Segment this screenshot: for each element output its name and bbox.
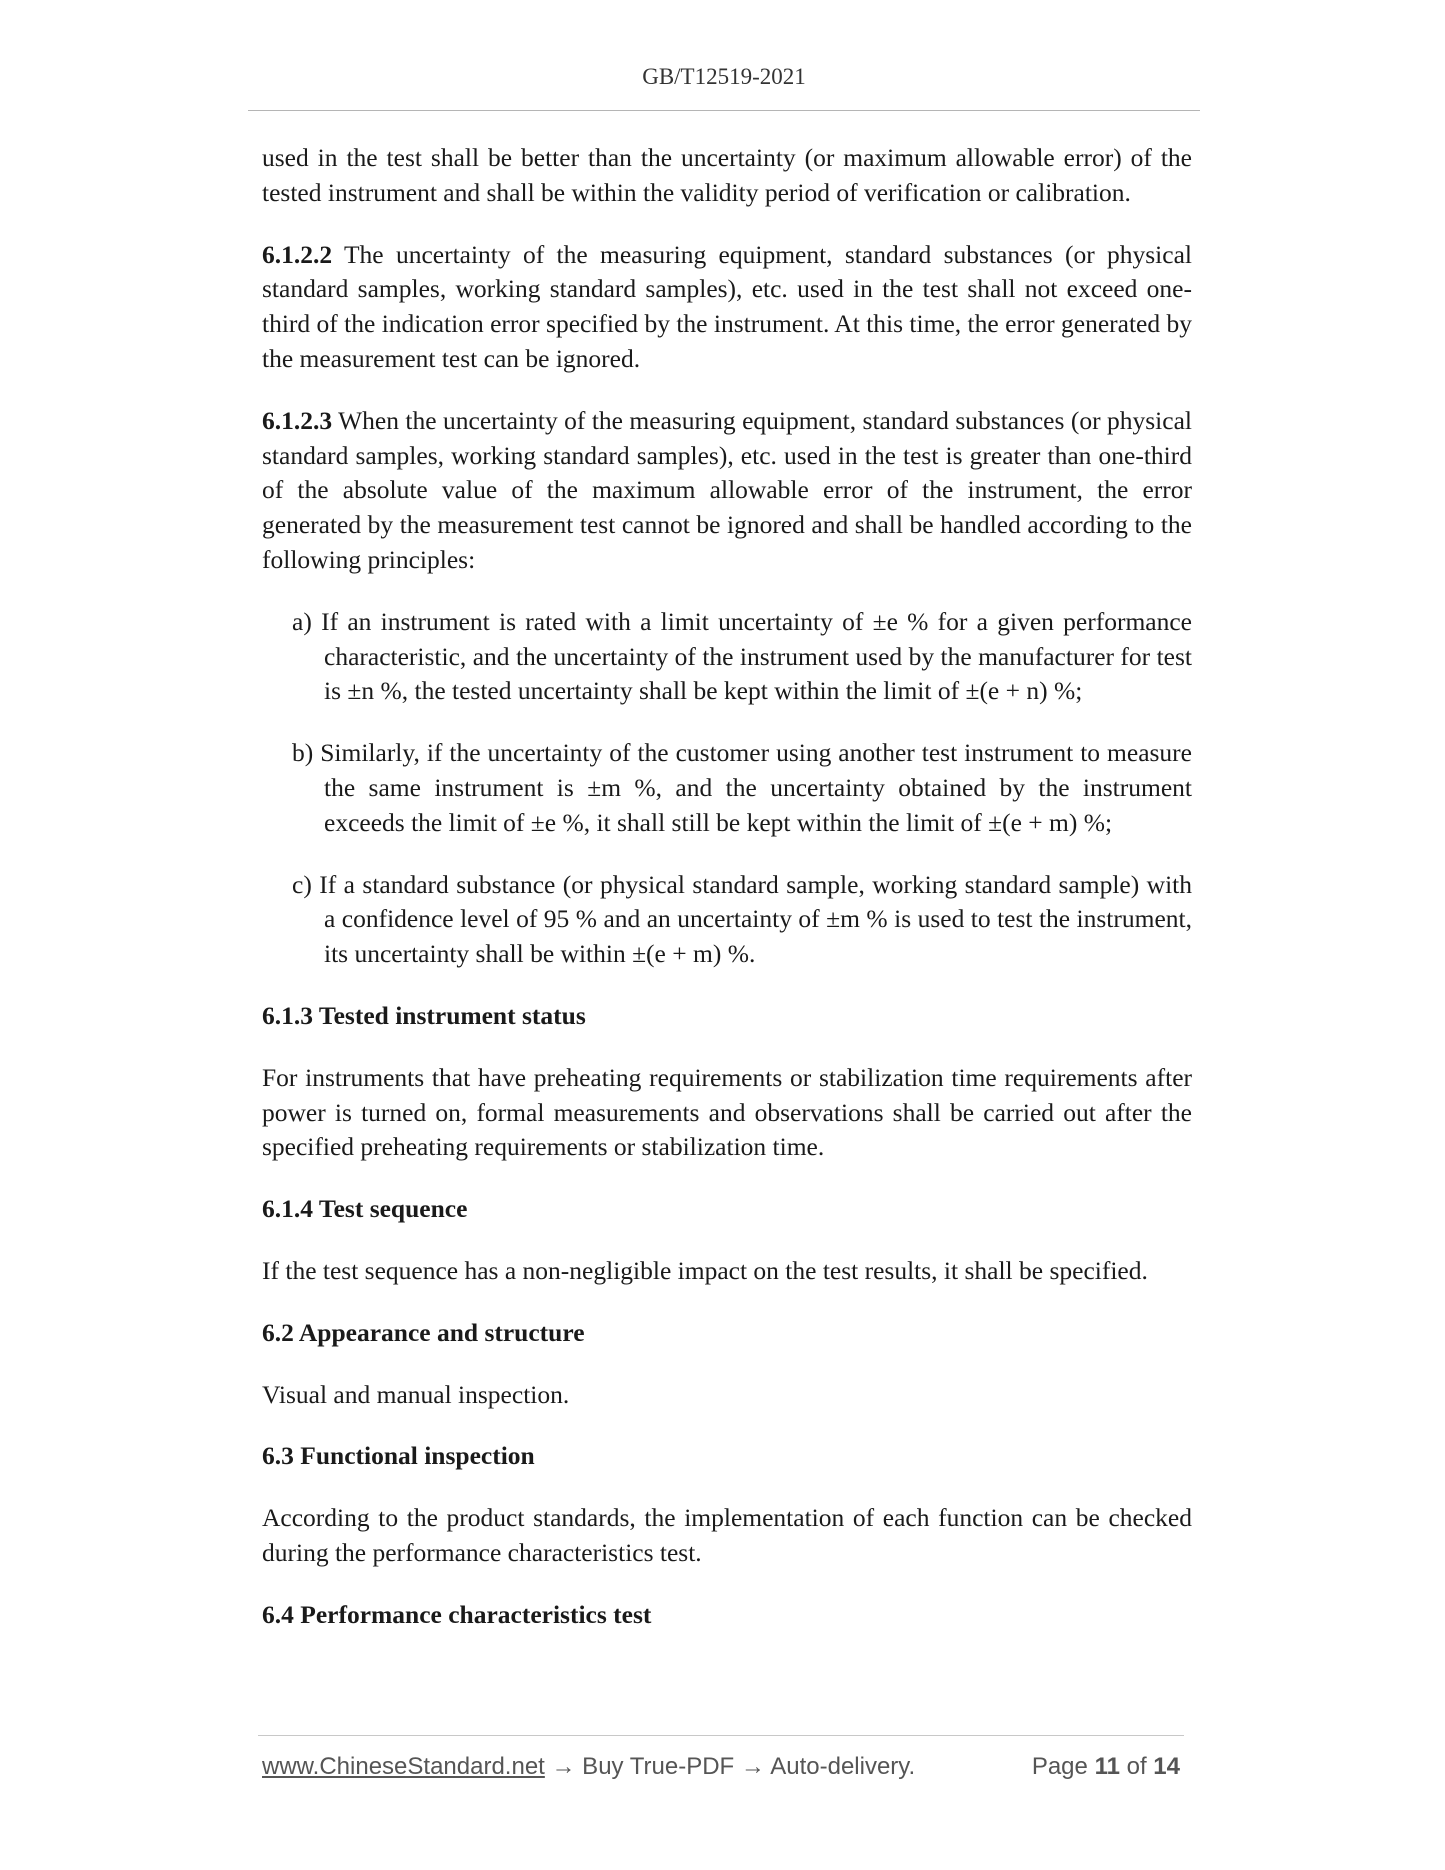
heading-6-2: 6.2 Appearance and structure [262, 1317, 585, 1347]
page-total: 14 [1153, 1753, 1180, 1780]
clause-number: 6.1.2.2 [262, 239, 333, 269]
page-footer [262, 1753, 1180, 1785]
paragraph-6-1-2-3 [262, 404, 1192, 578]
footer-divider [258, 1735, 1184, 1736]
heading-6-4: 6.4 Performance characteristics test [262, 1599, 652, 1629]
paragraph-6-1-4: If the test sequence has a non-negligible impact on the test results, it shall be specified. [262, 1255, 1148, 1285]
paragraph-continuation: used in the test shall be better than the uncertainty (or maximum allowable error) of the tested instrument and shall be within the validity period of verification or calibration. [262, 143, 1192, 207]
page-indicator [1032, 1753, 1180, 1781]
paragraph-6-3: According to the product standards, the implementation of each function can be checked during the performance characteristics test. [262, 1503, 1192, 1567]
paragraph-6-1-2-2 [262, 238, 1192, 377]
footer-promo [262, 1753, 915, 1781]
document-body [262, 141, 1192, 1660]
footer-tagline: → Buy True-PDF → Auto-delivery. [544, 1753, 916, 1780]
clause-text: The uncertainty of the measuring equipment, standard substances (or physical standard samples, working standard samples), etc. used in the test shall not exceed one-third of the indication error specified by the instrument. At this time, the error generated by the measurement test can be ignored. [262, 239, 1192, 373]
list-item-c: c) If a standard substance (or physical standard sample, working standard sample) with a confidence level of 95 % and an uncertainty of ±m % is used to test the instrument, its uncertainty shall be within ±(e + m) %. [292, 869, 1192, 969]
paragraph-6-1-3: For instruments that have preheating requirements or stabilization time requirements after power is turned on, formal measurements and observations shall be carried out after the specified preheating requirements or stabilization time. [262, 1062, 1192, 1162]
page-of: of [1126, 1753, 1147, 1780]
heading-6-1-3: 6.1.3 Tested instrument status [262, 1000, 586, 1030]
heading-6-3: 6.3 Functional inspection [262, 1441, 535, 1471]
header-divider [248, 110, 1200, 111]
list-item-a: a) If an instrument is rated with a limit uncertainty of ±e % for a given performance characteristic, and the uncertainty of the instrument used by the manufacturer for test is ±n %, the tested uncertainty shall be kept within the limit of ±(e + n) %; [292, 606, 1192, 706]
list-item-b: b) Similarly, if the uncertainty of the customer using another test instrument to measure the same instrument is ±m %, and the uncertainty obtained by the instrument exceeds the limit of ±e %, it shall still be kept within the limit of ±(e + m) %; [292, 738, 1192, 837]
page-current: 11 [1094, 1753, 1120, 1780]
running-header: GB/T12519-2021 [642, 64, 806, 89]
paragraph-6-2: Visual and manual inspection. [262, 1379, 570, 1409]
clause-text: When the uncertainty of the measuring equipment, standard substances (or physical standard samples, working standard samples), etc. used in the test is greater than one-third of the absolute value of the maximum allowable error of the instrument, the error generated by the measurement test cannot be ignored and shall be handled according to the following principles: [262, 405, 1192, 574]
website-link[interactable]: www.ChineseStandard.net [262, 1753, 545, 1780]
heading-6-1-4: 6.1.4 Test sequence [262, 1194, 468, 1224]
clause-number: 6.1.2.3 [262, 405, 333, 435]
page-label: Page [1031, 1753, 1088, 1780]
